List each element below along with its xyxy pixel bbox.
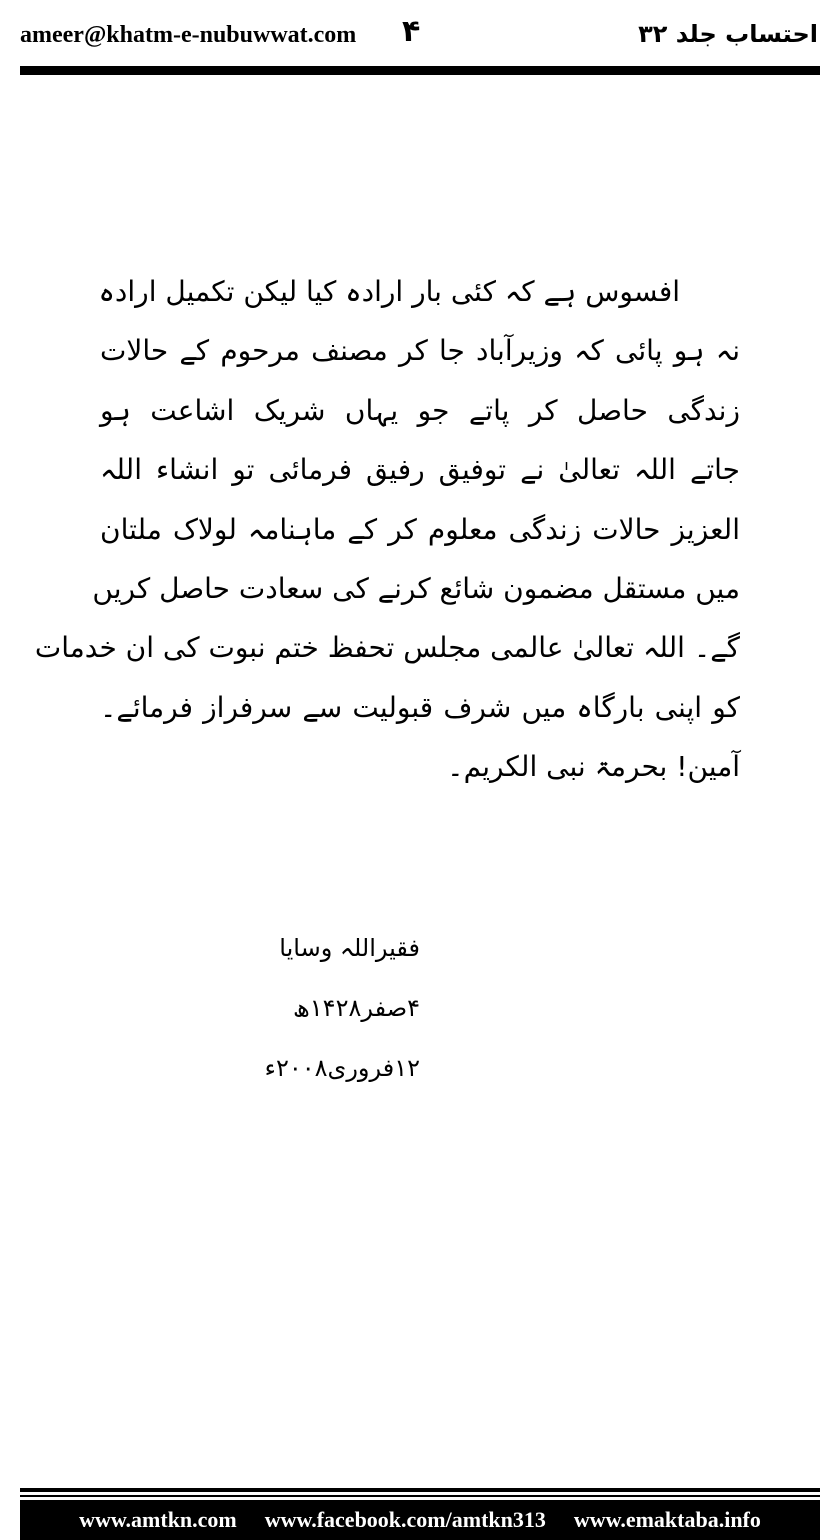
footer-bar — [20, 1500, 820, 1540]
footer-rule-thin — [20, 1495, 820, 1497]
header-email: ameer@khatm-e-nubuwwat.com — [20, 22, 357, 48]
main-paragraph — [34, 262, 740, 797]
hijri-date: ۴صفر۱۴۲۸ھ — [293, 994, 420, 1022]
paragraph-line: جاتے اللہ تعالیٰ نے توفیق رفیق فرمائی تو انشاء اللہ — [100, 453, 740, 487]
paragraph-line: میں مستقل مضمون شائع کرنے کی سعادت حاصل کریں — [92, 572, 740, 606]
paragraph-line: نہ ہو پائی کہ وزیرآباد جا کر مصنف مرحوم کے حالات — [100, 334, 740, 368]
footer-link-amtkn[interactable]: www.amtkn.com — [79, 1507, 237, 1532]
page-header — [0, 0, 840, 80]
paragraph-line: آمین! بحرمۃ نبی الکریم۔ — [447, 750, 740, 784]
paragraph-line: گے۔ اللہ تعالیٰ عالمی مجلس تحفظ ختم نبوت کی ان خدمات — [34, 631, 740, 665]
paragraph-line: کو اپنی بارگاہ میں شرف قبولیت سے سرفراز فرمائے۔ — [100, 690, 740, 724]
page-number: ۴ — [402, 14, 421, 49]
footer-rule — [20, 1488, 820, 1492]
paragraph-line: العزیز حالات زندگی معلوم کر کے ماہنامہ لولاک ملتان — [100, 512, 740, 546]
footer-link-emaktaba[interactable]: www.emaktaba.info — [573, 1507, 761, 1532]
paragraph-line: افسوس ہے کہ کئی بار ارادہ کیا لیکن تکمیل ارادہ — [98, 275, 680, 308]
signature-name: فقیراللہ وسایا — [279, 934, 420, 962]
book-title: احتساب جلد ۳۲ — [638, 20, 818, 48]
signature-block — [265, 918, 420, 1098]
gregorian-date: ۱۲فروری۲۰۰۸ء — [264, 1054, 420, 1082]
footer-link-facebook[interactable]: www.facebook.com/amtkn313 — [264, 1507, 546, 1532]
header-rule — [20, 66, 820, 75]
paragraph-line: زندگی حاصل کر پاتے جو یہاں شریک اشاعت ہو — [100, 393, 740, 427]
